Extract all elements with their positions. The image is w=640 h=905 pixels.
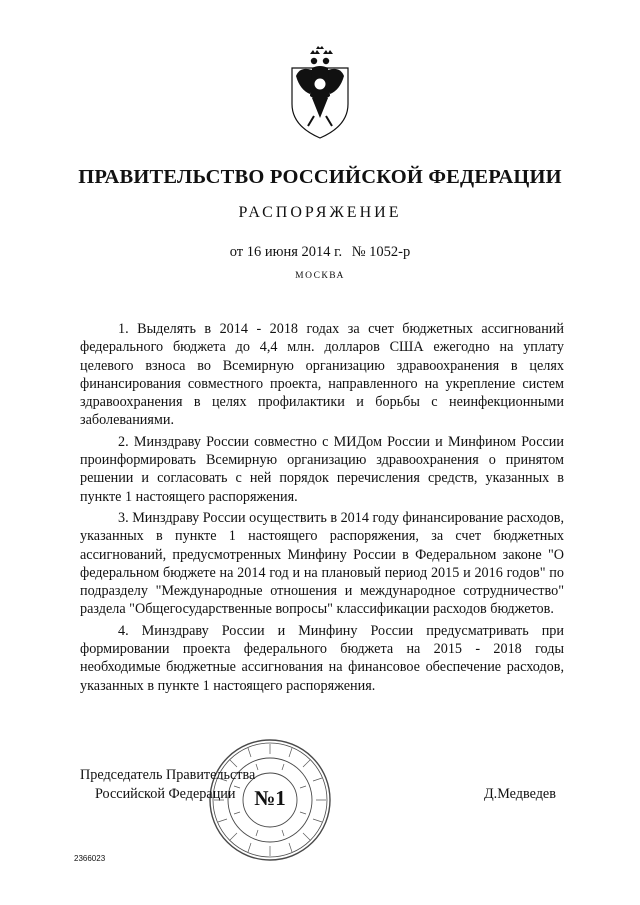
paragraph-4: 4. Минздраву России и Минфину России предусматривать при формировании проекта федерального бюджета на 2015 - 2018 годы необходимые бюджетные ассигнования на финансовое обеспечение расходов, указанных в пункте 1 настоящего распоряжения. (80, 622, 564, 694)
signature-position-line-1: Председатель Правительства (80, 767, 256, 783)
signature-position-line-2: Российской Федерации (95, 786, 236, 802)
paragraph-3: 3. Минздраву России осуществить в 2014 году финансирование расходов, указанных в пункте 1 настоящего распоряжения, за счет бюджетных ассигнований, предусмотренных Минфину России в Федеральном законе "О федеральном бюджете на 2014 год и на плановый период 2015 и 2016 годов" по подразделу "Международные отношения и международное сотрудничество" раздела "Общегосударственные вопросы" классификации расходов бюджетов. (80, 509, 564, 618)
document-type: РАСПОРЯЖЕНИЕ (238, 204, 402, 221)
coat-of-arms-emblem (288, 46, 352, 142)
signatory-name: Д.Медведев (484, 786, 556, 802)
government-title: ПРАВИТЕЛЬСТВО РОССИЙСКОЙ ФЕДЕРАЦИИ (78, 166, 562, 188)
document-city: МОСКВА (295, 271, 345, 281)
document-date-line (0, 244, 640, 261)
document-code: 2366023 (74, 854, 106, 863)
signature-position (80, 766, 255, 804)
paragraph-2: 2. Минздраву России совместно с МИДом России и Минфином России проинформировать Всемирную организацию здравоохранения о принятом решении и согласовать с ней порядок перечисления средств, указанных в пункте 1 настоящего распоряжения. (80, 433, 564, 505)
document-body (80, 320, 564, 698)
seal-number: №1 (254, 786, 286, 810)
document-date: от 16 июня 2014 г. (229, 244, 343, 260)
document-number: № 1052-р (351, 244, 411, 260)
paragraph-1: 1. Выделять в 2014 - 2018 годах за счет бюджетных ассигнований федерального бюджета до 4,4 млн. долларов США ежегодно на уплату целевого взноса во Всемирную организацию здравоохранения в целях финансирования совместного проекта, направленного на укрепление систем здравоохранения в целях профилактики и борьбы с неинфекционными заболеваниями. (80, 321, 564, 429)
